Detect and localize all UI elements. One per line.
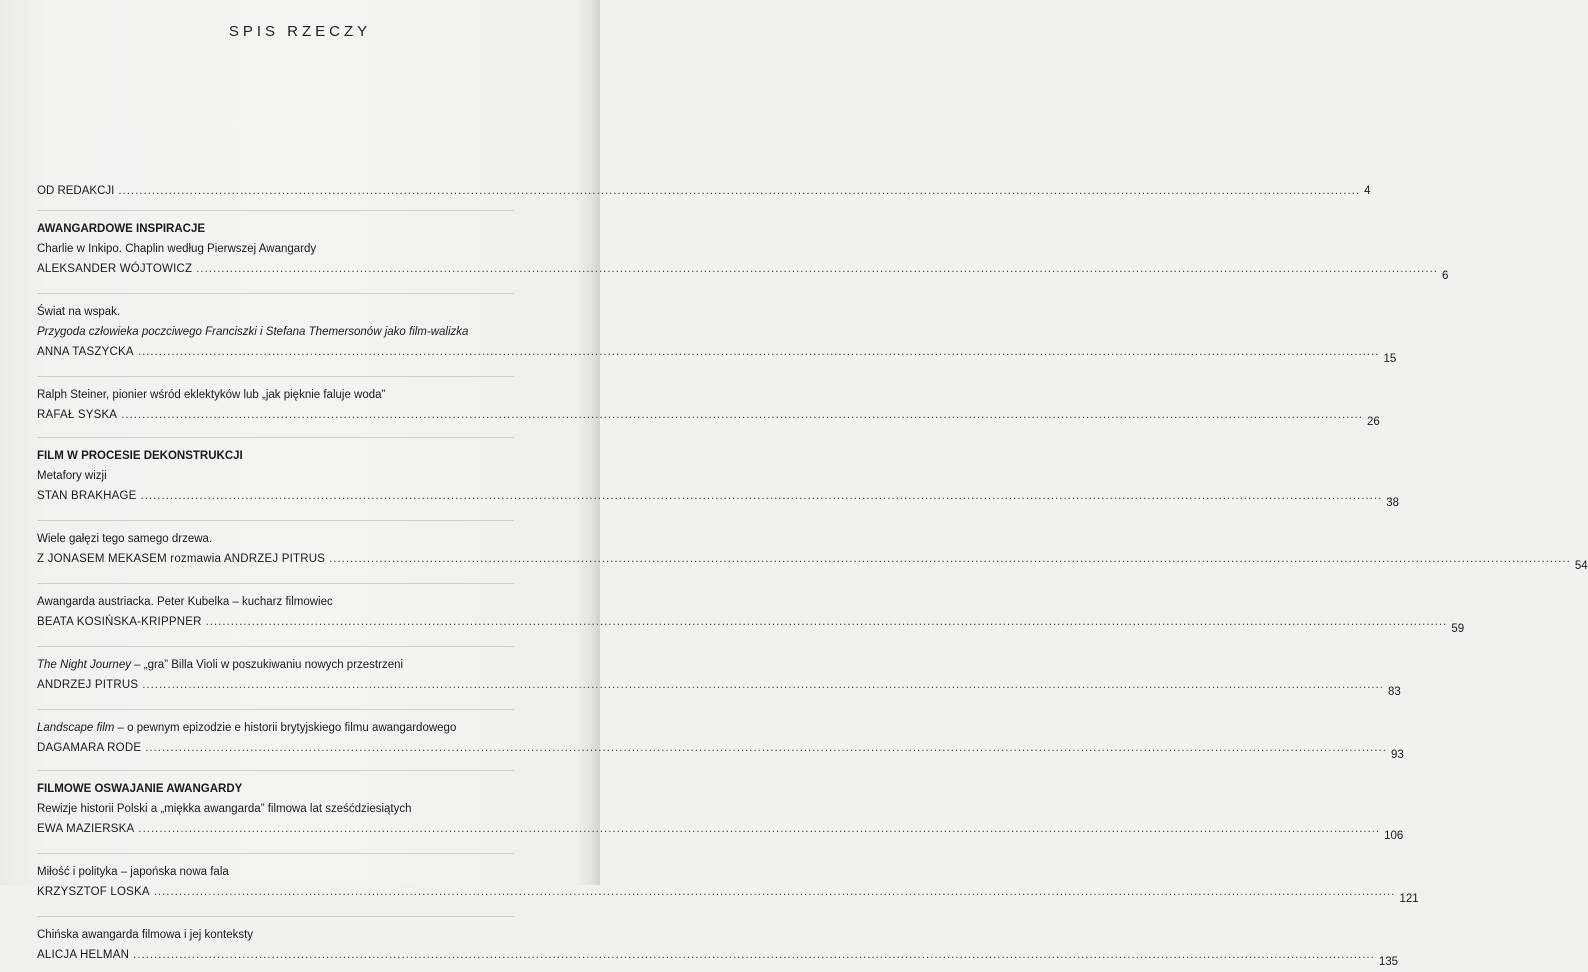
entry-title [37,718,514,738]
entry-title: Charlie w Inkipo. Chaplin według Pierwszej Awangardy [37,243,317,255]
leader-dots [145,738,1387,758]
leader-dots [142,675,1384,695]
leader-dots [121,405,1363,425]
entry-author: ALICJA HELMAN [37,949,130,961]
page-number: 121 [1399,893,1419,905]
leader-dots [141,486,1383,506]
entry-title: Miłość i polityka – japońska nowa fala [37,866,229,878]
entry-author-line [37,486,1400,509]
leader-dots [206,612,1448,632]
leader-dots [133,945,1375,965]
leader-dots [118,181,1360,201]
entry-author-line [37,405,1380,428]
divider [37,853,514,854]
leader-dots [154,882,1396,902]
entry-title-italic: Landscape film [37,722,115,734]
toc-entry [37,385,1380,428]
section-heading: FILMOWE OSWAJANIE AWANGARDY [37,783,243,795]
entry-author-line [37,819,1404,842]
entry-author-line [37,612,1465,635]
page-title: SPIS RZECZY [228,23,372,40]
toc-entry [37,799,1404,842]
divider [37,646,514,647]
page-number: 4 [1364,185,1371,197]
toc-entry [37,466,1400,509]
divider [37,293,514,294]
entry-title [37,655,514,675]
divider [37,376,514,377]
divider [37,210,514,211]
entry-title-rest: – „gra” Billa Violi w poszukiwaniu nowych przestrzeni [130,659,404,671]
entry-author: KRZYSZTOF LOSKA [37,886,150,898]
divider [37,770,514,771]
toc-entry-intro [37,181,1371,201]
entry-author-line [37,945,1399,968]
entry-author-line [37,882,1419,905]
toc-entry [37,718,1404,761]
toc-entry [37,302,1397,365]
entry-author: STAN BRAKHAGE [37,490,137,502]
page-number: 15 [1383,353,1397,365]
entry-title: Awangarda austriacka. Peter Kubelka – kucharz filmowiec [37,596,333,608]
divider [37,583,514,584]
page-number: 38 [1386,497,1400,509]
entry-author-line [37,549,1588,572]
entry-title: Metafory wizji [37,470,107,482]
leader-dots [329,549,1571,569]
entry-author-line [37,675,1401,698]
table-of-contents [37,181,1588,968]
entry-title: Świat na wspak. [37,306,121,318]
entry-author-line [37,342,1397,365]
entry-title-continued: Przygoda człowieka poczciwego Franciszki i Stefana Themersonów jako film-walizka [37,326,469,338]
toc-entry [37,239,1449,282]
entry-author: BEATA KOSIŃSKA-KRIPPNER [37,616,202,628]
divider [37,520,514,521]
divider [37,709,514,710]
section-heading: AWANGARDOWE INSPIRACJE [37,223,206,235]
entry-title: Ralph Steiner, pionier wśród eklektyków lub „jak pięknie faluje woda” [37,389,386,401]
page-number: 83 [1387,686,1401,698]
entry-title-rest: – o pewnym epizodzie e historii brytyjskiego filmu awangardowego [114,722,457,734]
divider [37,437,514,438]
toc-entry-label: OD REDAKCJI [37,185,115,197]
entry-title: Rewizje historii Polski a „miękka awangarda” filmowa lat sześćdziesiątych [37,803,412,815]
entry-author: Z JONASEM MEKASEM rozmawia ANDRZEJ PITRUS [37,553,326,565]
toc-entry [37,862,1419,905]
entry-author: ANNA TASZYCKA [37,346,134,358]
entry-author: DAGAMARA RODE [37,742,142,754]
entry-author: EWA MAZIERSKA [37,823,135,835]
page-number: 6 [1441,270,1449,282]
leader-dots [196,259,1438,279]
entry-author-line [37,259,1449,282]
toc-entry [37,529,1588,572]
page-number: 106 [1384,830,1404,842]
page-number: 26 [1366,416,1380,428]
entry-title: Wiele gałęzi tego samego drzewa. [37,533,213,545]
entry-author: RAFAŁ SYSKA [37,409,118,421]
leader-dots [138,819,1380,839]
divider [37,916,514,917]
section-heading: FILM W PROCESIE DEKONSTRUKCJI [37,450,243,462]
entry-author: ANDRZEJ PITRUS [37,679,139,691]
toc-entry [37,925,1399,968]
entry-title-italic: The Night Journey [37,659,131,671]
entry-title: Chińska awangarda filmowa i jej konteksty [37,929,254,941]
toc-entry [37,655,1401,698]
entry-author-line [37,738,1404,761]
page-number: 135 [1378,956,1399,968]
leader-dots [138,342,1380,362]
entry-author: ALEKSANDER WÓJTOWICZ [37,263,193,275]
page-number: 54 [1574,560,1588,572]
page-number: 93 [1390,749,1404,761]
page-number: 59 [1451,623,1465,635]
toc-entry [37,592,1465,635]
